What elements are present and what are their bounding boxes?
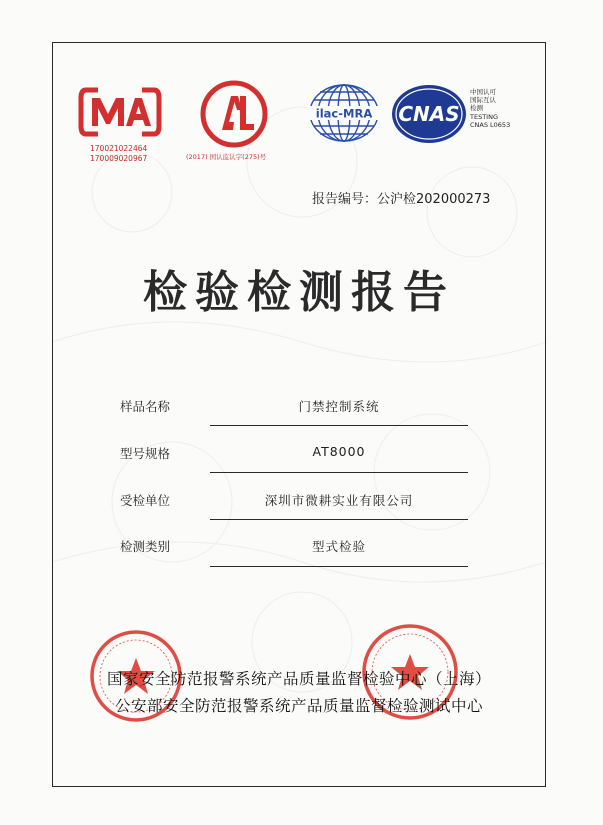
svg-text:ilac-MRA: ilac-MRA: [315, 106, 373, 121]
issuing-organization-2: 公安部安全防范报警系统产品质量监督检验测试中心: [114, 697, 483, 715]
cnas-line-4: TESTING: [470, 112, 498, 121]
issuing-organization-1: 国家安全防范报警系统产品质量监督检验中心（上海）: [106, 670, 491, 688]
cal-logo-icon: [198, 78, 270, 150]
cma-logo-icon: [78, 84, 162, 140]
cnas-line-3: 检测: [470, 104, 483, 113]
cnas-line-2: 国际互认: [470, 96, 496, 105]
field-value-test-type: 型式检验: [311, 539, 366, 554]
page-title: 检验检测报告: [143, 267, 455, 318]
field-label-test-type: 检测类别: [120, 539, 171, 554]
cma-numbers: [90, 144, 147, 164]
field-underline: [210, 472, 468, 473]
field-value-sample-name: 门禁控制系统: [298, 399, 380, 414]
field-underline: [210, 425, 468, 426]
cnas-line-5: CNAS L0653: [470, 120, 511, 129]
field-value-client: 深圳市微耕实业有限公司: [264, 493, 414, 508]
field-label-client: 受检单位: [120, 493, 171, 508]
svg-text:CNAS: CNAS: [398, 102, 460, 126]
field-label-model: 型号规格: [120, 446, 171, 461]
cma-number-2: 170009020967: [90, 154, 148, 163]
cal-number: (2017) 国认监认字(275)号: [186, 153, 267, 161]
cnas-logo-icon: [390, 82, 468, 146]
ilac-mra-logo-icon: [305, 80, 383, 146]
cma-number-1: 170021022464: [90, 144, 148, 153]
field-underline: [210, 566, 468, 567]
cnas-accreditation-text: [470, 88, 510, 129]
field-label-sample-name: 样品名称: [120, 399, 171, 414]
field-value-model: AT8000: [312, 444, 366, 459]
field-underline: [210, 519, 468, 520]
report-number: 报告编号：公沪检202000273: [312, 192, 491, 207]
cnas-line-1: 中国认可: [470, 88, 496, 96]
